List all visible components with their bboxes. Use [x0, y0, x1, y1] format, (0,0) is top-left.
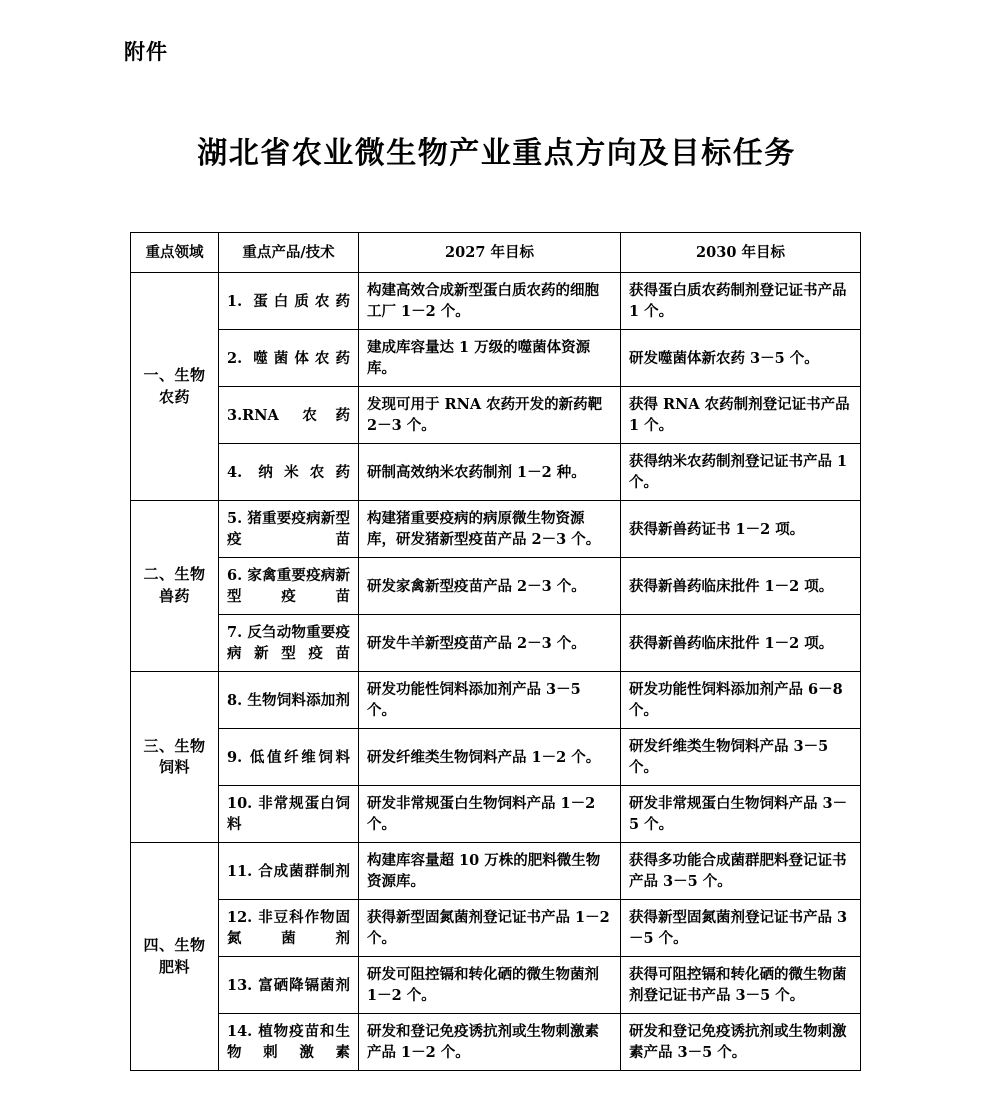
goal-2030-cell: 研发功能性饲料添加剂产品 6－8 个。 — [621, 672, 861, 729]
goal-2027-cell: 研发非常规蛋白生物饲料产品 1－2 个。 — [359, 786, 621, 843]
goal-2027-cell: 研发家禽新型疫苗产品 2－3 个。 — [359, 558, 621, 615]
column-header-goal-2027: 2027 年目标 — [359, 233, 621, 273]
table-row — [131, 729, 861, 786]
table-row — [131, 957, 861, 1014]
goal-2027-cell: 构建高效合成新型蛋白质农药的细胞工厂 1－2 个。 — [359, 273, 621, 330]
goal-2027-cell: 获得新型固氮菌剂登记证书产品 1－2 个。 — [359, 900, 621, 957]
goal-2027-cell: 发现可用于 RNA 农药开发的新药靶 2－3 个。 — [359, 387, 621, 444]
product-cell: 14. 植物疫苗和生物刺激素 — [219, 1014, 359, 1071]
table-row — [131, 330, 861, 387]
goal-2030-cell: 研发和登记免疫诱抗剂或生物刺激素产品 3－5 个。 — [621, 1014, 861, 1071]
table-header-row — [131, 233, 861, 273]
goal-2027-cell: 研发可阻控镉和转化硒的微生物菌剂 1－2 个。 — [359, 957, 621, 1014]
table-row — [131, 387, 861, 444]
goal-2030-cell: 获得新型固氮菌剂登记证书产品 3－5 个。 — [621, 900, 861, 957]
table-row — [131, 1014, 861, 1071]
table-row — [131, 615, 861, 672]
goal-2030-cell: 研发噬菌体新农药 3－5 个。 — [621, 330, 861, 387]
product-cell: 11. 合成菌群制剂 — [219, 843, 359, 900]
goal-2027-cell: 研发牛羊新型疫苗产品 2－3 个。 — [359, 615, 621, 672]
column-header-product: 重点产品/技术 — [219, 233, 359, 273]
goal-2027-cell: 研发功能性饲料添加剂产品 3－5 个。 — [359, 672, 621, 729]
goal-2030-cell: 获得新兽药临床批件 1－2 项。 — [621, 558, 861, 615]
goal-2027-cell: 研制高效纳米农药制剂 1－2 种。 — [359, 444, 621, 501]
goal-2030-cell: 研发纤维类生物饲料产品 3－5 个。 — [621, 729, 861, 786]
table-row — [131, 900, 861, 957]
goal-2030-cell: 获得新兽药临床批件 1－2 项。 — [621, 615, 861, 672]
goal-2027-cell: 研发纤维类生物饲料产品 1－2 个。 — [359, 729, 621, 786]
goal-2030-cell: 获得蛋白质农药制剂登记证书产品 1 个。 — [621, 273, 861, 330]
table-row — [131, 672, 861, 729]
goal-2027-cell: 构建猪重要疫病的病原微生物资源库，研发猪新型疫苗产品 2－3 个。 — [359, 501, 621, 558]
product-cell: 3.RNA 农药 — [219, 387, 359, 444]
product-cell: 13. 富硒降镉菌剂 — [219, 957, 359, 1014]
product-cell: 12. 非豆科作物固氮菌剂 — [219, 900, 359, 957]
product-cell: 7. 反刍动物重要疫病新型疫苗 — [219, 615, 359, 672]
product-cell: 8. 生物饲料添加剂 — [219, 672, 359, 729]
product-cell: 2. 噬菌体农药 — [219, 330, 359, 387]
table-row — [131, 273, 861, 330]
goal-2030-cell: 获得 RNA 农药制剂登记证书产品 1 个。 — [621, 387, 861, 444]
product-cell: 10. 非常规蛋白饲料 — [219, 786, 359, 843]
goal-2027-cell: 研发和登记免疫诱抗剂或生物刺激素产品 1－2 个。 — [359, 1014, 621, 1071]
group-area-1: 一、生物农药 — [131, 273, 219, 501]
goal-2030-cell: 研发非常规蛋白生物饲料产品 3－5 个。 — [621, 786, 861, 843]
table-row — [131, 843, 861, 900]
column-header-goal-2030: 2030 年目标 — [621, 233, 861, 273]
product-cell: 5. 猪重要疫病新型疫苗 — [219, 501, 359, 558]
group-area-4: 四、生物肥料 — [131, 843, 219, 1071]
table-row — [131, 786, 861, 843]
goal-2030-cell: 获得可阻控镉和转化硒的微生物菌剂登记证书产品 3－5 个。 — [621, 957, 861, 1014]
column-header-area: 重点领域 — [131, 233, 219, 273]
product-cell: 6. 家禽重要疫病新型疫苗 — [219, 558, 359, 615]
key-directions-table — [130, 232, 861, 1071]
product-cell: 1. 蛋白质农药 — [219, 273, 359, 330]
attachment-label: 附件 — [124, 39, 168, 64]
table-row — [131, 501, 861, 558]
table-body — [131, 273, 861, 1071]
product-cell: 9. 低值纤维饲料 — [219, 729, 359, 786]
goal-2027-cell: 构建库容量超 10 万株的肥料微生物资源库。 — [359, 843, 621, 900]
goal-2027-cell: 建成库容量达 1 万级的噬菌体资源库。 — [359, 330, 621, 387]
page-title: 湖北省农业微生物产业重点方向及目标任务 — [197, 136, 796, 171]
goal-2030-cell: 获得新兽药证书 1－2 项。 — [621, 501, 861, 558]
goal-2030-cell: 获得多功能合成菌群肥料登记证书产品 3－5 个。 — [621, 843, 861, 900]
goal-2030-cell: 获得纳米农药制剂登记证书产品 1 个。 — [621, 444, 861, 501]
product-cell: 4. 纳米农药 — [219, 444, 359, 501]
group-area-2: 二、生物兽药 — [131, 501, 219, 672]
group-area-3: 三、生物饲料 — [131, 672, 219, 843]
table-row — [131, 558, 861, 615]
table-row — [131, 444, 861, 501]
